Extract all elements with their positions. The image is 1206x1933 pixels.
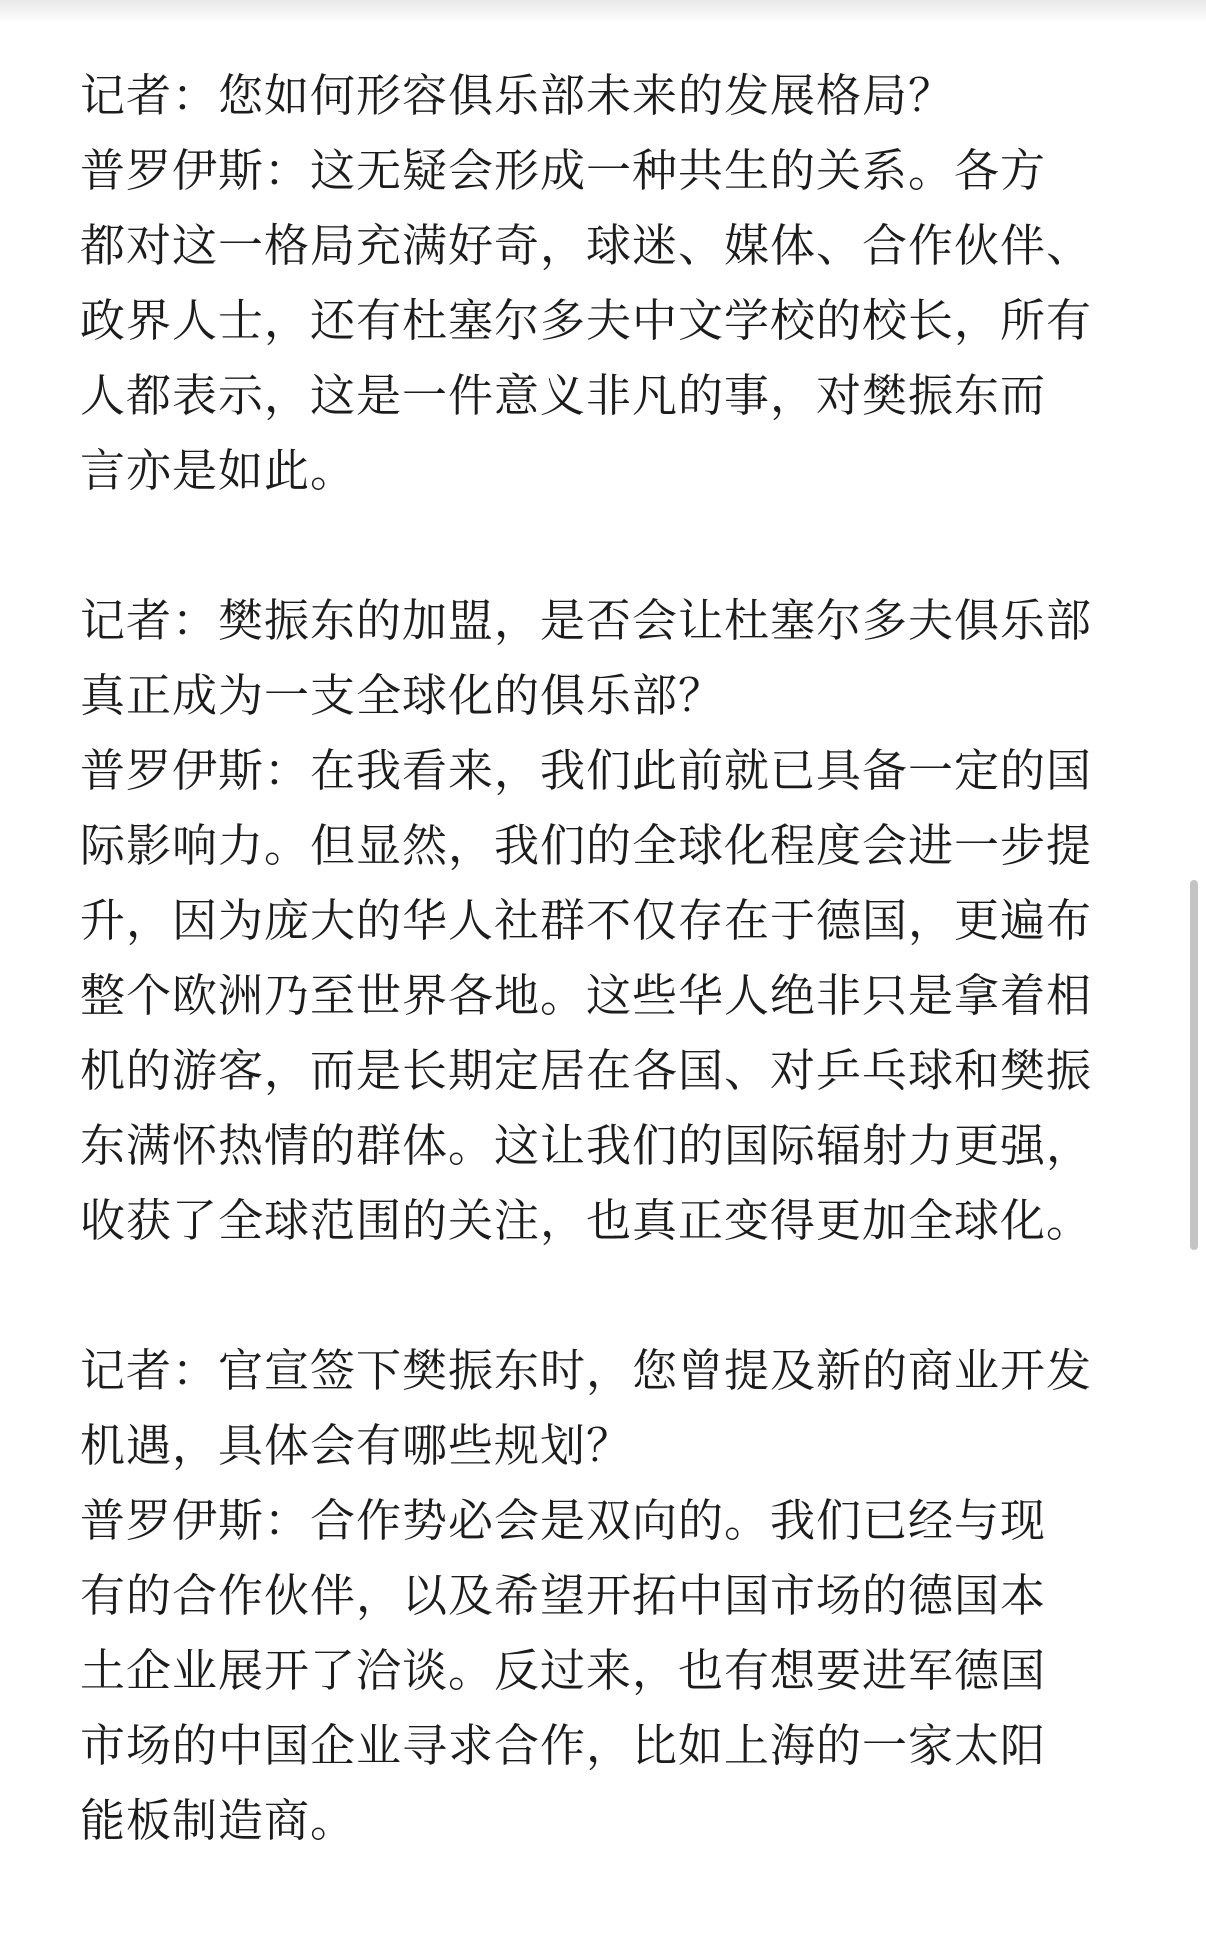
scrollbar-thumb[interactable]: [1190, 880, 1198, 1250]
question-2: [80, 583, 1140, 733]
text-line: 言亦是如此。: [80, 444, 357, 497]
text-line: 有的合作伙伴，以及希望开拓中国市场的德国本: [80, 1569, 1047, 1622]
question-1: [80, 58, 1140, 133]
text-line: 真正成为一支全球化的俱乐部？: [80, 669, 725, 722]
qa-block-3: [80, 1333, 1140, 1858]
text-line: 机遇，具体会有哪些规划？: [80, 1419, 633, 1472]
qa-block-1: [80, 58, 1140, 508]
interview-article: [80, 58, 1140, 1933]
qa-block-2: [80, 583, 1140, 1258]
text-line: 东满怀热情的群体。这让我们的国际辐射力更强，: [80, 1119, 1093, 1172]
text-line: 人都表示，这是一件意义非凡的事，对樊振东而: [80, 369, 1047, 422]
question-3: [80, 1333, 1140, 1483]
text-line: 记者：官宣签下樊振东时，您曾提及新的商业开发: [80, 1344, 1093, 1397]
text-line: 土企业展开了洽谈。反过来，也有想要进军德国: [80, 1644, 1047, 1697]
text-line: 能板制造商。: [80, 1794, 357, 1847]
top-shadow: [0, 0, 1206, 24]
text-line: 记者：您如何形容俱乐部未来的发展格局？: [80, 69, 955, 122]
text-line: 整个欧洲乃至世界各地。这些华人绝非只是拿着相: [80, 969, 1093, 1022]
text-line: 记者：樊振东的加盟，是否会让杜塞尔多夫俱乐部: [80, 594, 1093, 647]
text-line: 普罗伊斯：这无疑会形成一种共生的关系。各方: [80, 144, 1047, 197]
text-line: 升，因为庞大的华人社群不仅存在于德国，更遍布: [80, 894, 1093, 947]
text-line: 市场的中国企业寻求合作，比如上海的一家太阳: [80, 1719, 1047, 1772]
text-line: 政界人士，还有杜塞尔多夫中文学校的校长，所有: [80, 294, 1093, 347]
text-line: 普罗伊斯：合作势必会是双向的。我们已经与现: [80, 1494, 1047, 1547]
text-line: 普罗伊斯：在我看来，我们此前就已具备一定的国: [80, 744, 1093, 797]
answer-2: [80, 733, 1140, 1258]
answer-3: [80, 1483, 1140, 1858]
text-line: 际影响力。但显然，我们的全球化程度会进一步提: [80, 819, 1093, 872]
text-line: 机的游客，而是长期定居在各国、对乒乓球和樊振: [80, 1044, 1093, 1097]
text-line: 都对这一格局充满好奇，球迷、媒体、合作伙伴、: [80, 219, 1093, 272]
answer-1: [80, 133, 1140, 508]
text-line: 收获了全球范围的关注，也真正变得更加全球化。: [80, 1194, 1093, 1247]
